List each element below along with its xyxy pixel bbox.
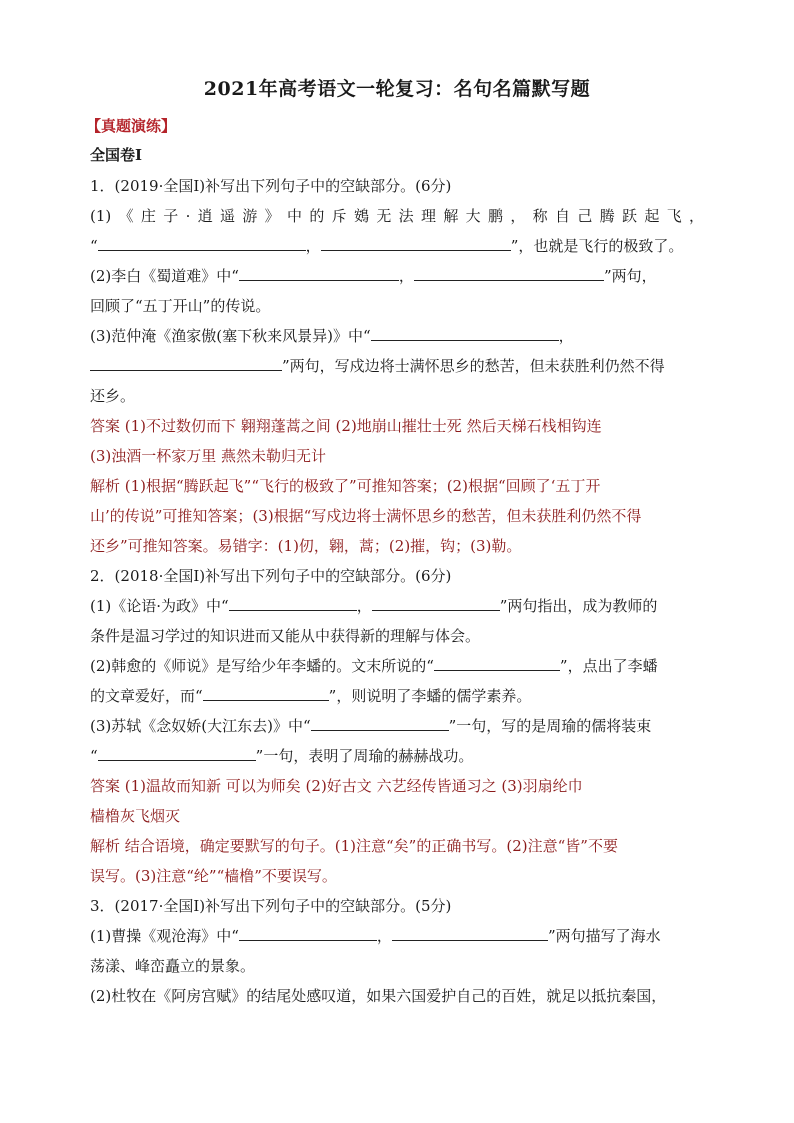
q3-part2-line1: (2)杜牧在《阿房宫赋》的结尾处感叹道，如果六国爱护自己的百姓，就足以抵抗秦国， [90, 987, 667, 1005]
comma: ， [558, 327, 574, 345]
line-tail: ”一句，写的是周瑜的儒将装束 [448, 717, 652, 735]
line-head: (1)曹操《观沧海》中“ [90, 927, 239, 945]
q2-part1-line2: 条件是温习学过的知识进而又能从中获得新的理解与体会。 [90, 627, 481, 645]
fill-blank[interactable] [434, 653, 560, 671]
q1-stem: 1．(2019·全国Ⅰ)补写出下列句子中的空缺部分。(6分) [90, 177, 452, 195]
comma: ， [305, 237, 321, 255]
quote-open: “ [90, 237, 98, 255]
fill-blank[interactable] [239, 263, 399, 281]
q1-analysis-line1: 解析 (1)根据“腾跃起飞”“飞行的极致了”可推知答案；(2)根据“回顾了‘五丁开 [90, 477, 601, 495]
q2-part3-line1 [90, 711, 704, 741]
line-head: (2)韩愈的《师说》是写给少年李蟠的。文末所说的“ [90, 657, 434, 675]
fill-blank[interactable] [372, 593, 500, 611]
fill-blank[interactable] [371, 323, 559, 341]
line-tail: ”，则说明了李蟠的儒学素养。 [328, 687, 532, 705]
comma: ， [398, 267, 414, 285]
line-head: (2)李白《蜀道难》中“ [90, 267, 239, 285]
exam-subhead: 全国卷Ⅰ [90, 146, 143, 164]
fill-blank[interactable] [321, 233, 511, 251]
q1-answer-line1: 答案 (1)不过数仞而下 翱翔蓬蒿之间 (2)地崩山摧壮士死 然后天梯石栈相钩连 [90, 417, 602, 435]
fill-blank[interactable] [239, 923, 377, 941]
q2-answer-line1: 答案 (1)温故而知新 可以为师矣 (2)好古文 六艺经传皆通习之 (3)羽扇纶巾 [90, 777, 583, 795]
document-page [86, 74, 704, 1011]
fill-blank[interactable] [90, 353, 282, 371]
line-tail: ”，点出了李蟠 [559, 657, 658, 675]
q2-answer-line2: 樯橹灰飞烟灭 [90, 807, 181, 825]
section-tag: 【真题演练】 [86, 117, 177, 135]
comma: ， [376, 927, 392, 945]
q2-analysis-line1: 解析 结合语境，确定要默写的句子。(1)注意“矣”的正确书写。(2)注意“皆”不要 [90, 837, 618, 855]
line-tail: ”，也就是飞行的极致了。 [510, 237, 684, 255]
line-head: (3)苏轼《念奴娇(大江东去)》中“ [90, 717, 311, 735]
q2-stem: 2．(2018·全国Ⅰ)补写出下列句子中的空缺部分。(6分) [90, 567, 452, 585]
line-tail: ”两句指出，成为教师的 [499, 597, 658, 615]
fill-blank[interactable] [203, 683, 329, 701]
q1-part1-line2 [90, 231, 704, 261]
q1-part1-line1: (1)《庄子·逍遥游》中的斥鴳无法理解大鹏，称自己腾跃起飞， [90, 207, 704, 225]
fill-blank[interactable] [392, 923, 548, 941]
line-tail: ”一句，表明了周瑜的赫赫战功。 [255, 747, 474, 765]
q2-part2-line2 [90, 681, 704, 711]
q1-part2-line2: 回顾了“五丁开山”的传说。 [90, 297, 271, 315]
q1-part3-line3: 还乡。 [90, 387, 136, 405]
fill-blank[interactable] [311, 713, 449, 731]
line-tail: ”两句， [603, 267, 657, 285]
line-tail: ”两句，写戍边将士满怀思乡的愁苦，但未获胜利仍然不得 [282, 357, 665, 375]
q3-part1-line1 [90, 921, 704, 951]
q2-part2-line1 [90, 651, 704, 681]
q2-part1-line1 [90, 591, 704, 621]
q2-part3-line2 [90, 741, 704, 771]
q2-analysis-line2: 误写。(3)注意“纶”“樯橹”不要误写。 [90, 867, 337, 885]
q3-part1-line2: 荡漾、峰峦矗立的景象。 [90, 957, 256, 975]
line-head: (3)范仲淹《渔家傲(塞下秋来风景异)》中“ [90, 327, 371, 345]
q3-stem: 3．(2017·全国Ⅰ)补写出下列句子中的空缺部分。(5分) [90, 897, 452, 915]
q1-part3-line1 [90, 321, 704, 351]
q1-analysis-line2: 山’的传说”可推知答案；(3)根据“写戍边将士满怀思乡的愁苦，但未获胜利仍然不得 [90, 507, 642, 525]
quote-open: “ [90, 747, 98, 765]
q1-analysis-line3: 还乡”可推知答案。易错字：(1)仞，翱，蒿；(2)摧，钩；(3)勒。 [90, 537, 522, 555]
q1-part3-line2 [90, 351, 704, 381]
line-head: (1)《论语·为政》中“ [90, 597, 229, 615]
fill-blank[interactable] [98, 743, 256, 761]
q1-answer-line2: (3)浊酒一杯家万里 燕然未勒归无计 [90, 447, 327, 465]
fill-blank[interactable] [229, 593, 357, 611]
page-title: 2021年高考语文一轮复习：名句名篇默写题 [203, 78, 591, 100]
comma: ， [356, 597, 372, 615]
q1-part2-line1 [90, 261, 704, 291]
fill-blank[interactable] [98, 233, 306, 251]
line-tail: ”两句描写了海水 [547, 927, 661, 945]
line-head: 的文章爱好，而“ [90, 687, 203, 705]
fill-blank[interactable] [414, 263, 604, 281]
